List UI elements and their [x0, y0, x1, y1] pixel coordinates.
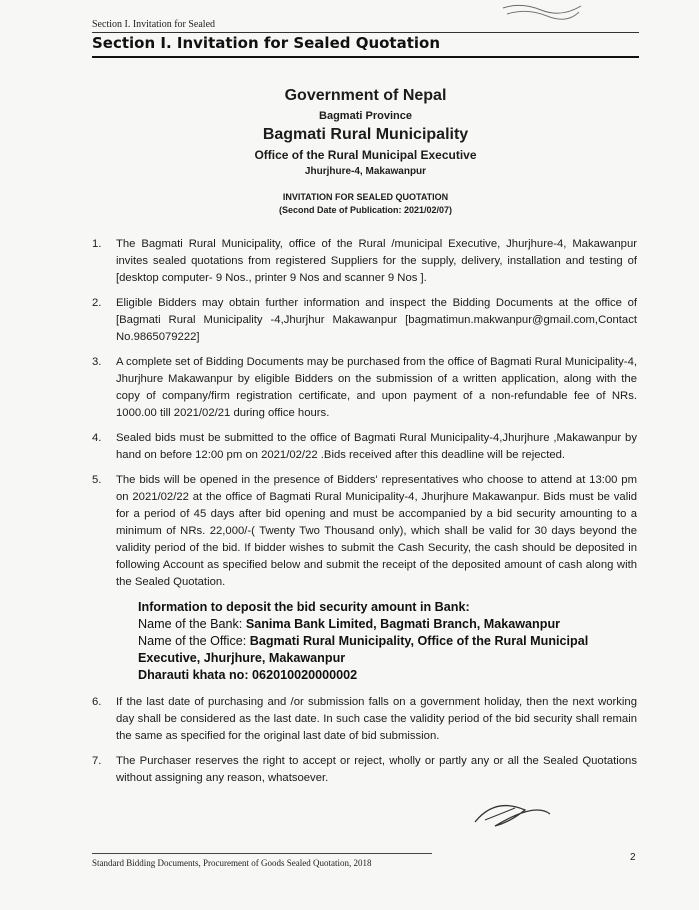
notice-title: INVITATION FOR SEALED QUOTATION [282, 192, 449, 202]
list-item: 2. Eligible Bidders may obtain further information and inspect the Bidding Documents at the office of [Bagmati Rural Municipality -4,Jhurjhur Makawanpur [bagmatimun.makwanpur@gmail.com,Contact No.9865079222] [92, 297, 637, 343]
list-item-text: A complete set of Bidding Documents may be purchased from the office of Bagmati Rural Municipality-4, Jhurjhure Makawanpur by eligible Bidders on the submission of a written application, along with the copy of company/firm registration certificate, and upon payment of a non-refundable fee of NRs. 1000.00 till 2021/02/21 during office hours. [116, 356, 637, 419]
office-value: Bagmati Rural Municipality, Office of the Rural Municipal Executive, Jhurjhure, Makawanpur [138, 634, 589, 665]
office-name: Office of the Rural Municipal Executive [254, 148, 477, 162]
office-address: Jhurjhure-4, Makawanpur [304, 166, 427, 177]
bank-info-heading: Information to deposit the bid security amount in Bank: [138, 600, 470, 614]
office-label: Name of the Office: [138, 634, 250, 648]
header-rule [92, 32, 639, 33]
section-title: Section I. Invitation for Sealed Quotation [92, 34, 441, 52]
page-number: 2 [630, 852, 636, 863]
bank-info [138, 599, 637, 684]
list-item: 4. Sealed bids must be submitted to the office of Bagmati Rural Municipality-4,Jhurjhure ,Makawanpur by hand on before 12:00 pm on 2021/02/22 .Bids received after this deadline will be rejected. [92, 432, 637, 461]
bank-label: Name of the Bank: [138, 617, 246, 631]
notice-list [92, 236, 637, 795]
list-item: 7. The Purchaser reserves the right to accept or reject, wholly or partly any or all the Sealed Quotations without assigning any reason, whatsoever. [92, 755, 637, 784]
list-item-text: The bids will be opened in the presence of Bidders' representatives who choose to attend at 13:00 pm on 2021/02/22 at the office of Bagmati Rural Municipality-4, Jhurjhure Makawanpur. Bids must be valid for a period of 45 days after bid opening and must be accompanied by a bid security amounting to a minimum of NRs. 22,000/-( Twenty Two Thousand only), which shall be valid for 30 days beyond the validity period of the bid. If bidder wishes to submit the Cash Security, the cash should be deposited in following Account as specified below and submit the receipt of the deposited amount of cash along with the Sealed Quotation. [116, 474, 637, 588]
footer-text: Standard Bidding Documents, Procurement of Goods Sealed Quotation, 2018 [92, 858, 372, 868]
publication-date: (Second Date of Publication: 2021/02/07) [278, 205, 453, 215]
signature-stamp [455, 792, 605, 882]
account-number: Dharauti khata no: 062010020000002 [138, 668, 358, 682]
municipality-name: Bagmati Rural Municipality [262, 126, 469, 143]
list-item: 5. The bids will be opened in the presence of Bidders' representatives who choose to attend at 13:00 pm on 2021/02/22 at the office of Bagmati Rural Municipality-4, Jhurjhure Makawanpur. Bids must be valid for a period of 45 days after bid opening and must be accompanied by a bid security amounting to a minimum of NRs. 22,000/-( Twenty Two Thousand only), which shall be valid for 30 days beyond the validity period of the bid. If bidder wishes to submit the Cash Security, the cash should be deposited in following Account as specified below and submit the receipt of the deposited amount of cash along with the Sealed Quotation. [92, 474, 637, 588]
list-item: 1. The Bagmati Rural Municipality, office of the Rural /municipal Executive, Jhurjhure-4, Makawanpur invites sealed quotations from registered Suppliers for the supply, delivery, installation and testing of [desktop computer- 9 Nos., printer 9 Nos and scanner 9 Nos ]. [92, 238, 637, 284]
title-rule [92, 56, 639, 58]
list-item: 6. If the last date of purchasing and /or submission falls on a government holiday, then the next working day shall be considered as the last date. In such case the validity period of the bid security shall remain the same as specified for the original last date of bid submission. [92, 696, 637, 742]
list-item-text: If the last date of purchasing and /or submission falls on a government holiday, then the next working day shall be considered as the last date. In such case the validity period of the bid security shall remain the same as specified for the original last date of bid submission. [116, 696, 637, 742]
government-name: Government of Nepal [284, 87, 447, 104]
list-item-text: The Bagmati Rural Municipality, office of the Rural /municipal Executive, Jhurjhure-4, Makawanpur invites sealed quotations from registered Suppliers for the supply, delivery, installation and testing of [desktop computer- 9 Nos., printer 9 Nos and scanner 9 Nos ]. [116, 238, 637, 284]
province-name: Bagmati Province [319, 110, 412, 122]
list-item-text: Eligible Bidders may obtain further information and inspect the Bidding Documents at the office of [Bagmati Rural Municipality -4,Jhurjhur Makawanpur [bagmatimun.makwanpur@gmail.com,Contact No.9865079222] [116, 297, 637, 343]
list-item: 3. A complete set of Bidding Documents may be purchased from the office of Bagmati Rural Municipality-4, Jhurjhure Makawanpur by eligible Bidders on the submission of a written application, along with the copy of company/firm registration certificate, and upon payment of a non-refundable fee of NRs. 1000.00 till 2021/02/21 during office hours. [92, 356, 637, 419]
running-header: Section I. Invitation for Sealed [92, 19, 216, 30]
stamp-mark-top [501, 0, 583, 22]
footer-rule [92, 853, 432, 854]
list-item-text: Sealed bids must be submitted to the office of Bagmati Rural Municipality-4,Jhurjhure ,Makawanpur by hand on before 12:00 pm on 2021/02/22 .Bids received after this deadline will be rejected. [116, 432, 637, 461]
list-item-text: The Purchaser reserves the right to accept or reject, wholly or partly any or all the Sealed Quotations without assigning any reason, whatsoever. [116, 755, 637, 784]
bank-value: Sanima Bank Limited, Bagmati Branch, Makawanpur [245, 617, 561, 631]
